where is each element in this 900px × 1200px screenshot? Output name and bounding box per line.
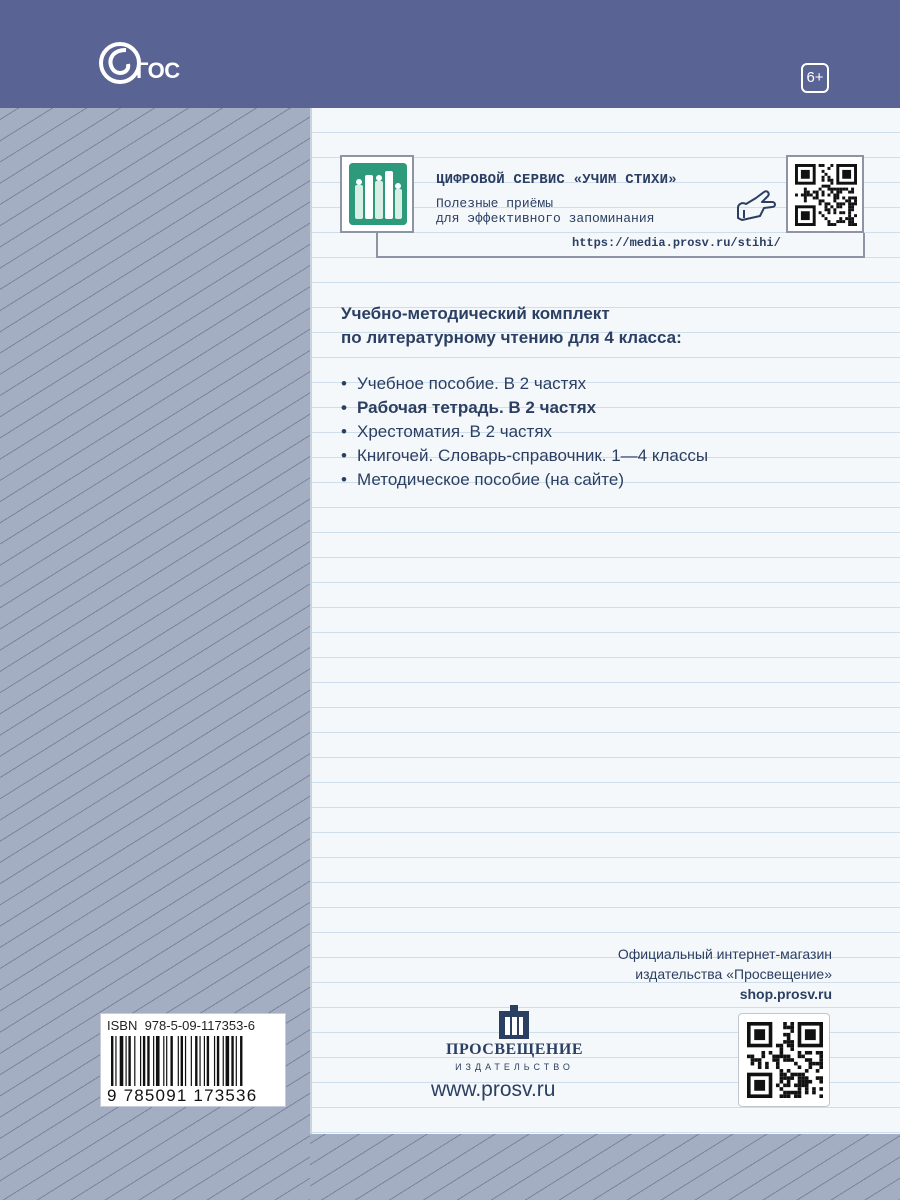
digital-service-subtitle-line1: Полезные приёмы bbox=[436, 196, 554, 211]
shop-qr-code[interactable] bbox=[738, 1013, 830, 1107]
isbn-barcode-box bbox=[100, 1013, 286, 1107]
kit-item-label: Методическое пособие (на сайте) bbox=[357, 470, 625, 489]
digital-service-qr-code[interactable] bbox=[786, 155, 864, 233]
kit-list-item: • Учебное пособие. В 2 частях bbox=[341, 374, 587, 393]
books-icon bbox=[349, 163, 407, 225]
shop-info bbox=[560, 944, 832, 1004]
kit-item-label: Книгочей. Словарь-справочник. 1—4 классы bbox=[357, 446, 709, 465]
digital-service-title: ЦИФРОВОЙ СЕРВИС «УЧИМ СТИХИ» bbox=[436, 172, 677, 188]
kit-list bbox=[341, 372, 708, 492]
shop-line1: Официальный интернет-магазин bbox=[617, 946, 832, 962]
barcode-icon bbox=[109, 1036, 279, 1088]
shop-line2: издательства «Просвещение» bbox=[635, 966, 832, 982]
kit-item-label: Рабочая тетрадь. В 2 частях bbox=[357, 398, 597, 417]
digital-service-subtitle-line2: для эффективного запоминания bbox=[436, 211, 655, 226]
barcode-digits: 9 785091 173536 bbox=[107, 1086, 258, 1105]
publisher-name: ПРОСВЕЩЕНИЕ bbox=[446, 1041, 583, 1058]
kit-list-item: • Методическое пособие (на сайте) bbox=[341, 470, 625, 489]
publisher-subtitle: ИЗДАТЕЛЬСТВО bbox=[455, 1062, 574, 1072]
kit-list-item: • Рабочая тетрадь. В 2 частях bbox=[341, 398, 597, 417]
kit-heading-line2: по литературному чтению для 4 класса: bbox=[341, 328, 682, 347]
isbn-number: 978-5-09-117353-6 bbox=[144, 1018, 255, 1033]
shop-url-link[interactable]: shop.prosv.ru bbox=[739, 986, 832, 1002]
publisher-logo[interactable] bbox=[432, 1005, 597, 1075]
digital-service-subtitle bbox=[436, 196, 736, 226]
publisher-website-link[interactable]: www.prosv.ru bbox=[431, 1078, 556, 1101]
kit-item-label: Учебное пособие. В 2 частях bbox=[357, 374, 587, 393]
qr-code-icon bbox=[795, 164, 857, 226]
isbn-label: ISBN bbox=[107, 1018, 138, 1033]
kit-item-label: Хрестоматия. В 2 частях bbox=[357, 422, 553, 441]
top-band bbox=[0, 0, 900, 108]
digital-service-url[interactable]: https://media.prosv.ru/stihi/ bbox=[572, 236, 781, 250]
striped-background-bottom bbox=[310, 1134, 900, 1200]
pointing-hand-icon bbox=[734, 188, 778, 224]
kit-heading-line1: Учебно-методический комплект bbox=[341, 304, 610, 323]
kit-list-item: • Хрестоматия. В 2 частях bbox=[341, 422, 553, 441]
fgos-label: ГОС bbox=[136, 58, 180, 83]
age-rating-badge: 6+ bbox=[801, 63, 829, 93]
digital-service-icon-box[interactable] bbox=[340, 155, 414, 233]
qr-code-icon bbox=[747, 1022, 823, 1098]
kit-list-item: • Книгочей. Словарь-справочник. 1—4 классы bbox=[341, 446, 709, 465]
kit-heading bbox=[341, 302, 682, 350]
isbn-line bbox=[107, 1018, 255, 1033]
publisher-logo-icon bbox=[499, 1005, 529, 1039]
